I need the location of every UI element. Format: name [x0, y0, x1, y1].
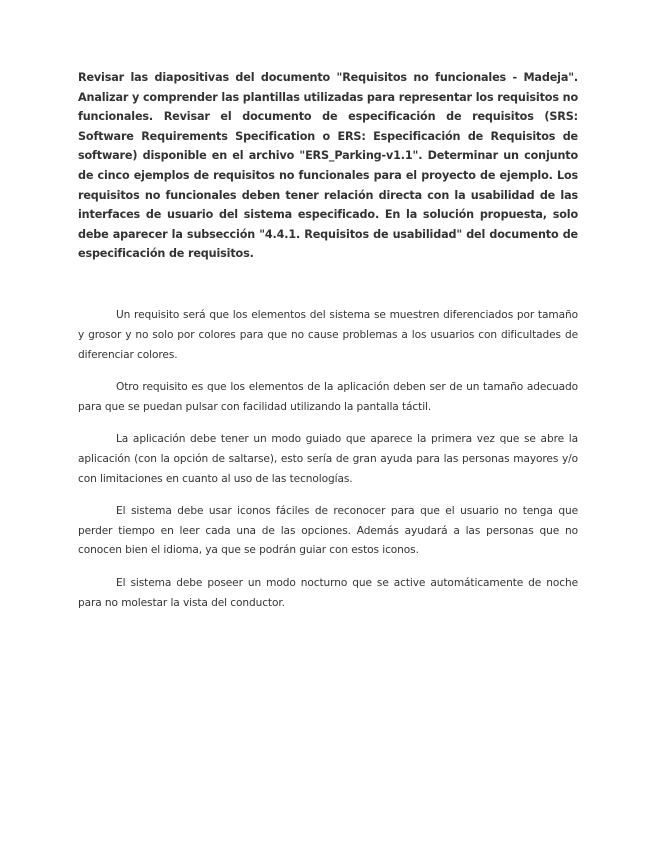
answer-paragraph-1: Un requisito será que los elementos del sistema se muestren diferenciados por tamaño y grosor y no solo por colores para que no cause problemas a los usuarios con dificultades de diferenciar colores. — [78, 309, 578, 361]
answer-paragraph-4: El sistema debe usar iconos fáciles de reconocer para que el usuario no tenga que perder tiempo en leer cada una de las opciones. Además ayudará a las personas que no conocen bien el idioma, ya que se podrán guiar con estos iconos. — [78, 504, 578, 557]
assignment-statement: Revisar las diapositivas del documento "Requisitos no funcionales - Madeja". Analizar y comprender las plantillas utilizadas para representar los requisitos no funcionales. Revisar el documento de especificación de requisitos (SRS: Software Requirements Specification o ERS: Especificación de Requisitos de software) disponible en el archivo "ERS_Parking-v1.1". Determinar un conjunto de cinco ejemplos de requisitos no funcionales para el proyecto de ejemplo. Los requisitos no funcionales deben tener relación directa con la usabilidad de las interfaces de usuario del sistema especificado. En la solución propuesta, solo debe aparecer la subsección "4.4.1. Requisitos de usabilidad" del documento de especificación de requisitos. — [78, 71, 578, 261]
answer-paragraph-3: La aplicación debe tener un modo guiado que aparece la primera vez que se abre la aplicación (con la opción de saltarse), esto sería de gran ayuda para las personas mayores y/o con limitaciones en cuanto al uso de las tecnologías. — [78, 432, 578, 485]
answer-paragraph-5: El sistema debe poseer un modo nocturno que se active automáticamente de noche para no molestar la vista del conductor. — [78, 576, 578, 609]
answers-section — [78, 306, 578, 626]
answer-paragraph-2: Otro requisito es que los elementos de la aplicación deben ser de un tamaño adecuado para que se puedan pulsar con facilidad utilizando la pantalla táctil. — [78, 380, 578, 413]
